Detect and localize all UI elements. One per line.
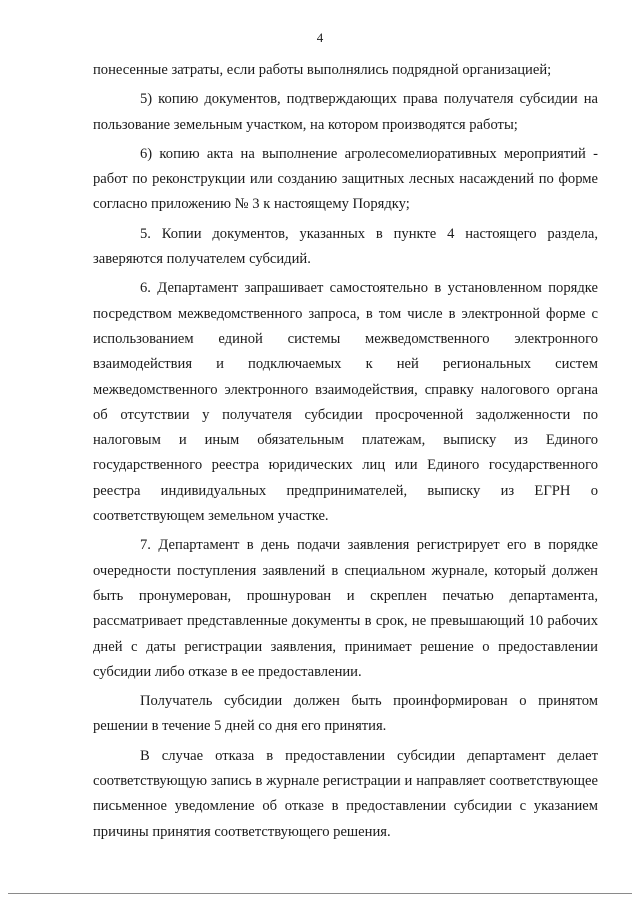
- paragraph-notification-deadline: Получатель субсидии должен быть проинформирован о принятом решении в течение 5 дней со дня его принятия.: [93, 693, 598, 735]
- paragraph-item-6-act-copy: 6) копию акта на выполнение агролесомелиоративных мероприятий - работ по реконструкции или созданию защитных лесных насаждений по форме согласно приложению № 3 к настоящему Порядку;: [93, 145, 598, 213]
- paragraph-costs-continuation: понесенные затраты, если работы выполнялись подрядной организацией;: [93, 62, 552, 78]
- document-body: [93, 58, 598, 845]
- page-bottom-edge-line: [8, 893, 632, 894]
- paragraph-section-5-copies: 5. Копии документов, указанных в пункте 4 настоящего раздела, заверяются получателем субсидий.: [93, 225, 598, 268]
- paragraph-section-7-registration: 7. Департамент в день подачи заявления регистрирует его в порядке очередности поступления заявлений в специальном журнале, который должен быть пронумерован, прошнурован и скреплен печатью департамента, рассматривает представленные документы в срок, не превышающий 10 рабочих дней с даты регистрации заявления, принимает решение о предоставлении субсидии либо отказе в ее предоставлении.: [93, 537, 598, 680]
- paragraph-item-5-land-rights: 5) копию документов, подтверждающих права получателя субсидии на пользование земельным участком, на котором производятся работы;: [93, 91, 598, 133]
- paragraph-section-6-requests: 6. Департамент запрашивает самостоятельно в установленном порядке посредством межведомственного запроса, в том числе в электронной форме с использованием единой системы межведомственного электронного взаимодействия и подключаемых к ней региональных систем межведомственного электронного взаимодействия, справку налогового органа об отсутствии у получателя субсидии просроченной задолженности по налоговым и иным обязательным платежам, выписку из Единого государственного реестра юридических лиц или Единого государственного реестра индивидуальных предпринимателей, выписку из ЕГРН о соответствующем земельном участке.: [93, 280, 598, 525]
- paragraph-refusal-notice: В случае отказа в предоставлении субсидии департамент делает соответствующую запись в журнале регистрации и направляет соответствующее письменное уведомление об отказе в предоставлении субсидии с указанием причины принятия соответствующего решения.: [93, 747, 598, 840]
- page-number: 4: [316, 30, 324, 45]
